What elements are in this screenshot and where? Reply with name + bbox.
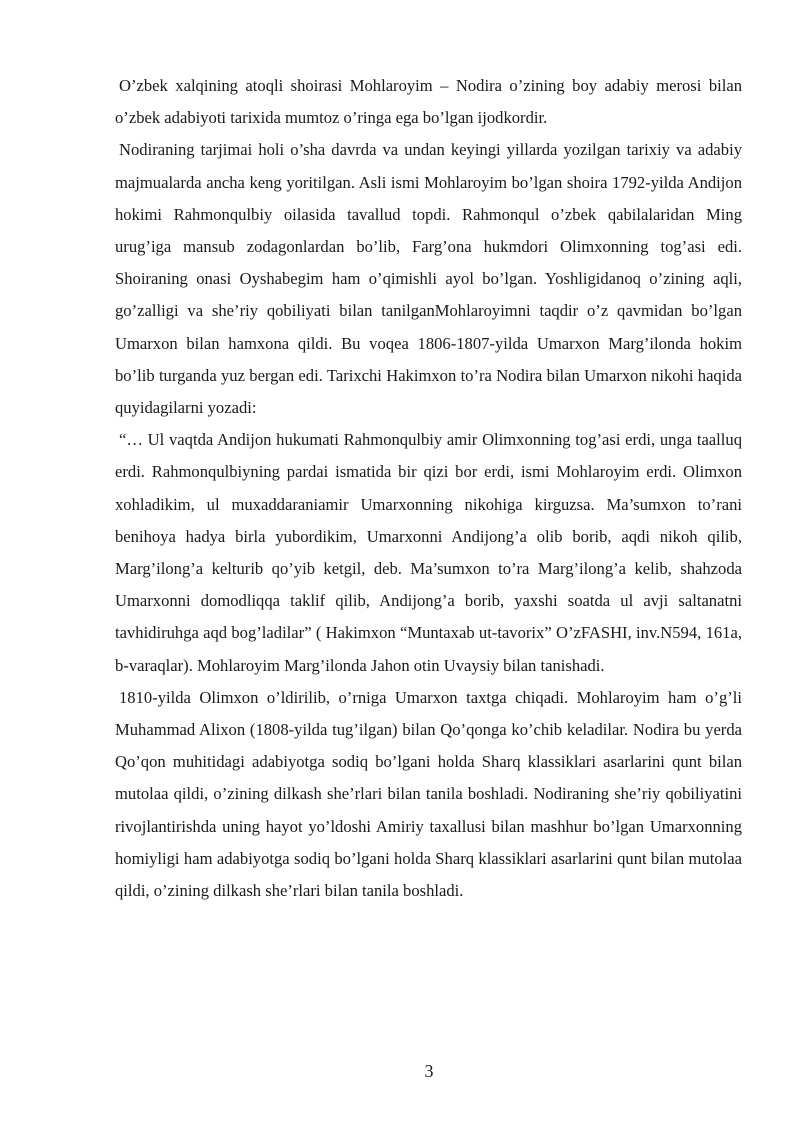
body-text (115, 70, 742, 907)
page-number: 3 (424, 1061, 434, 1081)
paragraph-quotation: “… Ul vaqtda Andijon hukumati Rahmonqulbiy amir Olimxonning tog’asi erdi, unga taalluq erdi. Rahmonqulbiyning pardai ismatida bir qizi bor erdi, ismi Mohlaroyim erdi. Olimxon xohladikim, ul muxaddaraniamir Umarxonning nikohiga kirguzsa. Ma’sumxon to’rani benihoya hadya birla yubordikim, Umarxonni Andijong’a olib borib, aqdi nikoh qilib, Marg’ilong’a kelturib qo’yib ketgil, deb. Ma’sumxon to’ra Marg’ilong’a kelib, shahzoda Umarxonni domodliqqa taklif qilib, Andijong’a borib, yaxshi soatda ul avji saltanatni tavhidiruhga aqd bog’ladilar” ( Hakimxon “Muntaxab ut-tavorix” O’zFASHI, inv.N594, 161a, b-varaqlar). Mohlaroyim Marg’ilonda Jahon otin Uvaysiy bilan tanishadi. (115, 430, 742, 675)
paragraph-intro: O’zbek xalqining atoqli shoirasi Mohlaroyim – Nodira o’zining boy adabiy merosi bilan o’zbek adabiyoti tarixida mumtoz o’ringa ega bo’lgan ijodkordir. (115, 76, 742, 128)
paragraph-biography: Nodiraning tarjimai holi o’sha davrda va undan keyingi yillarda yozilgan tarixiy va adabiy majmualarda ancha keng yoritilgan. Asli ismi Mohlaroyim bo’lgan shoira 1792-yilda Andijon hokimi Rahmonqulbiy oilasida tavallud topdi. Rahmonqul o’zbek qabilalaridan Ming urug’iga mansub zodagonlardan bo’lib, Farg’ona hukmdori Olimxonning tog’asi edi. Shoiraning onasi Oyshabegim ham o’qimishli ayol bo’lgan. Yoshligidanoq o’zining aqli, go’zalligi va she’riy qobiliyati bilan tanilganMohlaroyimni taqdir o’z qavmidan bo’lgan Umarxon bilan hamxona qildi. Bu voqea 1806-1807-yilda Umarxon Marg’ilonda hokim bo’lib turganda yuz bergan edi. Tarixchi Hakimxon to’ra Nodira bilan Umarxon nikohi haqida quyidagilarni yozadi: (115, 140, 742, 418)
paragraph-kokand: 1810-yilda Olimxon o’ldirilib, o’rniga Umarxon taxtga chiqadi. Mohlaroyim ham o’g’li Muhammad Alixon (1808-yilda tug’ilgan) bilan Qo’qonga ko’chib keladilar. Nodira bu yerda Qo’qon muhitidagi adabiyotga sodiq bo’lgani holda Sharq klassiklari asarlarini qunt bilan mutolaa qildi, o’zining dilkash she’rlari bilan tanila boshladi. Nodiraning she’riy qobiliyatini rivojlantirishda uning hayot yo’ldoshi Amiriy taxallusi bilan mashhur bo’lgan Umarxonning homiyligi ham adabiyotga sodiq bo’lgani holda Sharq klassiklari asarlarini qunt bilan mutolaa qildi, o’zining dilkash she’rlari bilan tanila boshladi. (115, 687, 742, 901)
